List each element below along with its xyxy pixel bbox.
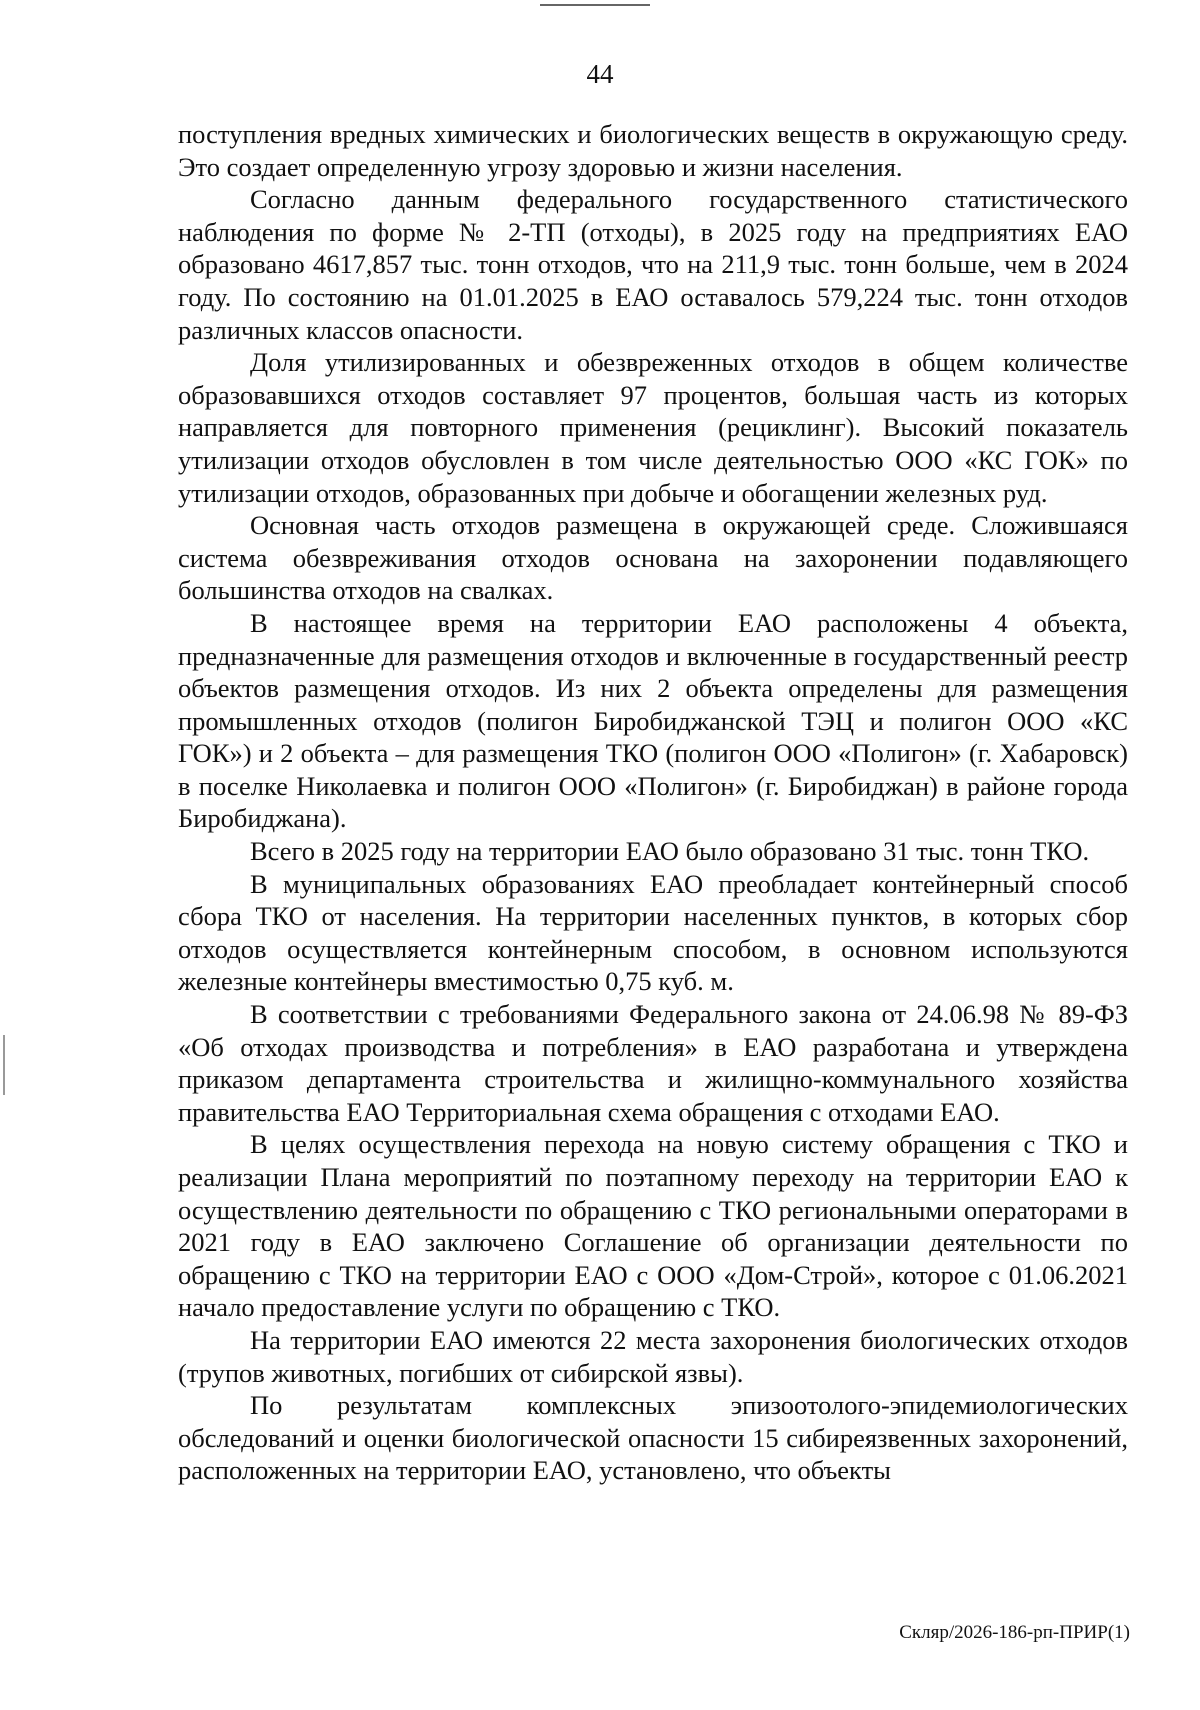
paragraph: Доля утилизированных и обезвреженных отходов в общем количестве образовавшихся отходов составляет 97 процентов, большая часть из которых направляется для повторного применения (рециклинг). Высокий показатель утилизации отходов обусловлен в том числе деятельностью ООО «КС ГОК» по утилизации отходов, образованных при добыче и обогащении железных руд. — [178, 347, 1128, 508]
paragraph: На территории ЕАО имеются 22 места захоронения биологических отходов (трупов животных, погибших от сибирской язвы). — [178, 1324, 1128, 1388]
page-number: 44 — [586, 59, 614, 89]
paragraph: Согласно данным федерального государственного статистического наблюдения по форме № 2-ТП (отходы), в 2025 году на предприятиях ЕАО образовано 4617,857 тыс. тонн отходов, что на 211,9 тыс. тонн больше, чем в 2024 году. По состоянию на 01.01.2025 в ЕАО оставалось 579,224 тыс. тонн отходов различных классов опасности. — [178, 184, 1128, 345]
paragraph: В муниципальных образованиях ЕАО преобладает контейнерный способ сбора ТКО от населения. На территории населенных пунктов, в которых сбор отходов осуществляется контейнерным способом, в основном используются железные контейнеры вместимостью 0,75 куб. м. — [178, 868, 1128, 997]
paragraph: поступления вредных химических и биологических веществ в окружающую среду. Это создает определенную угрозу здоровью и жизни населения. — [178, 119, 1128, 182]
paragraph: Всего в 2025 году на территории ЕАО было образовано 31 тыс. тонн ТКО. — [250, 836, 1090, 867]
document-body — [178, 118, 1128, 1487]
paragraph: В целях осуществления перехода на новую систему обращения с ТКО и реализации Плана мероприятий по поэтапному переходу на территории ЕАО к осуществлению деятельности по обращению с ТКО региональными операторами в 2021 году в ЕАО заключено Соглашение об организации деятельности по обращению с ТКО на территории ЕАО с ООО «Дом-Строй», которое с 01.06.2021 начало предоставление услуги по обращению с ТКО. — [178, 1129, 1128, 1323]
scan-mark-left — [3, 1035, 5, 1095]
paragraph: По результатам комплексных эпизоотолого-эпидемиологических обследований и оценки биологической опасности 15 сибиреязвенных захоронений, расположенных на территории ЕАО, установлено, что объекты — [178, 1390, 1128, 1486]
document-code: Скляр/2026-186-рп-ПРИР(1) — [899, 1622, 1130, 1643]
paragraph: В настоящее время на территории ЕАО расположены 4 объекта, предназначенные для размещения отходов и включенные в государственный реестр объектов размещения отходов. Из них 2 объекта определены для размещения промышленных отходов (полигон Биробиджанской ТЭЦ и полигон ООО «КС ГОК») и 2 объекта – для размещения ТКО (полигон ООО «Полигон» (г. Хабаровск) в поселке Николаевка и полигон ООО «Полигон» (г. Биробиджан) в районе города Биробиджана). — [178, 607, 1128, 834]
paragraph: В соответствии с требованиями Федерального закона от 24.06.98 № 89-ФЗ «Об отходах производства и потребления» в ЕАО разработана и утверждена приказом департамента строительства и жилищно-коммунального хозяйства правительства ЕАО Территориальная схема обращения с отходами ЕАО. — [178, 999, 1128, 1127]
paragraph: Основная часть отходов размещена в окружающей среде. Сложившаяся система обезвреживания отходов основана на захоронении подавляющего большинства отходов на свалках. — [178, 510, 1128, 606]
scan-mark-top — [540, 4, 650, 6]
